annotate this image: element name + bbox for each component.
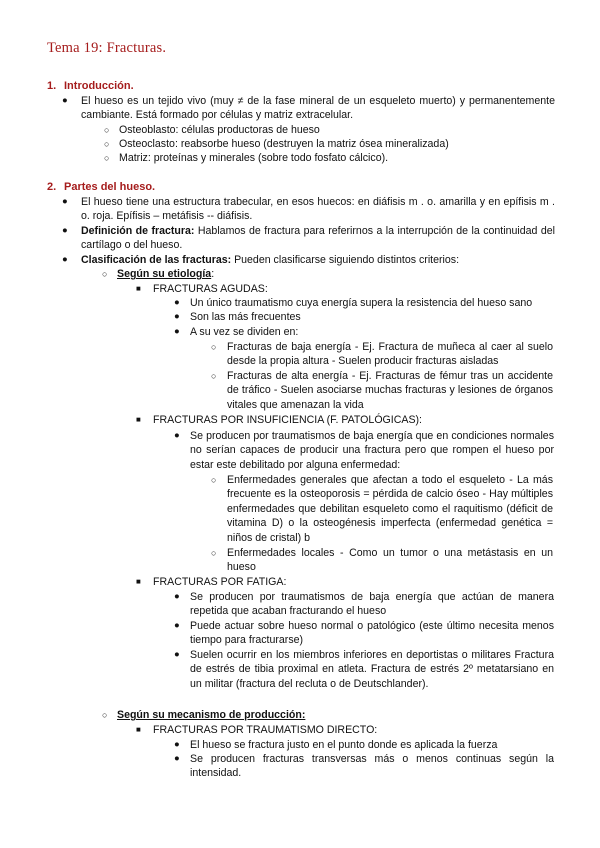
page-title: Tema 19: Fracturas. — [47, 40, 167, 56]
enfermedades-locales-item: Enfermedades locales - Como un tumor o una metástasis en un hueso — [227, 547, 553, 574]
agudas-item: Son las más frecuentes — [190, 311, 301, 323]
intro-paragraph: El hueso es un tejido vivo (muy ≠ de la fase mineral de un esqueleto muerto) y permanentemente cambiante. Está formado por células y matriz extracelular. — [81, 95, 555, 122]
bullet-disc: ● — [62, 225, 68, 236]
insuficiencia-title: FRACTURAS POR INSUFICIENCIA (F. PATOLÓGICAS): — [153, 414, 422, 426]
bullet-disc: ● — [174, 620, 180, 631]
etiologia-heading: Según su etiología: — [117, 268, 215, 280]
osteoclasto-item: Osteoclasto: reabsorbe hueso (destruyen la matriz ósea mineralizada) — [119, 138, 449, 150]
bullet-disc: ● — [174, 311, 180, 322]
bullet-disc: ● — [174, 297, 180, 308]
directo-title: FRACTURAS POR TRAUMATISMO DIRECTO: — [153, 724, 378, 736]
bullet-circle: ○ — [211, 371, 217, 381]
bullet-disc: ● — [62, 196, 68, 207]
bullet-disc: ● — [174, 326, 180, 337]
bullet-circle: ○ — [102, 710, 108, 720]
bullet-circle: ○ — [211, 548, 217, 558]
mecanismo-heading: Según su mecanismo de producción: — [117, 709, 306, 721]
clasificacion-paragraph: Clasificación de las fracturas: Pueden clasificarse siguiendo distintos criterios: — [81, 254, 460, 266]
bullet-square: ■ — [136, 725, 141, 734]
agudas-item: A su vez se dividen en: — [190, 326, 299, 338]
insuficiencia-item: Se producen por traumatismos de baja energía que en condiciones normales no serían capaces de producir una fractura pero que rompen el hueso por estar este debilitado por alguna enfermedad: — [190, 430, 554, 471]
bullet-circle: ○ — [211, 475, 217, 485]
bullet-square: ■ — [136, 415, 141, 424]
agudas-title: FRACTURAS AGUDAS: — [153, 283, 268, 295]
osteoblasto-item: Osteoblasto: células productoras de hueso — [119, 124, 320, 136]
bullet-disc: ● — [174, 649, 180, 660]
fatiga-item: Suelen ocurrir en los miembros inferiores en deportistas o militares Fractura de estrés de tibia proximal en atleta. Fractura de estrés 2º metatarsiano en un militar (fractura del recluta o de Deutschlander). — [190, 649, 554, 690]
fatiga-item: Puede actuar sobre hueso normal o patológico (este último necesita menos tiempo para fracturarse) — [190, 620, 554, 647]
directo-item: Se producen fracturas transversas más o menos continuas según la intensidad. — [190, 753, 554, 780]
agudas-item: Un único traumatismo cuya energía supera la resistencia del hueso sano — [190, 297, 533, 309]
bullet-disc: ● — [174, 430, 180, 441]
bullet-disc: ● — [174, 753, 180, 764]
definicion-paragraph: Definición de fractura: Hablamos de fractura para referirnos a la interrupción de la continuidad del cartílago o del hueso. — [81, 225, 555, 252]
bullet-circle: ○ — [104, 153, 110, 163]
bullet-disc: ● — [174, 739, 180, 750]
bullet-circle: ○ — [104, 125, 110, 135]
bullet-circle: ○ — [211, 342, 217, 352]
bullet-square: ■ — [136, 284, 141, 293]
bullet-disc: ● — [174, 591, 180, 602]
matriz-item: Matriz: proteínas y minerales (sobre todo fosfato cálcico). — [119, 152, 389, 164]
bullet-circle: ○ — [104, 139, 110, 149]
enfermedades-generales-item: Enfermedades generales que afectan a todo el esqueleto - La más frecuente es la osteoporosis = pérdida de calcio óseo - Hay múltiples enfermedades que debilitan esqueleto como el raquitismo (déficit de vitamina D) o la osteogénesis imperfecta (enfermedad genética = niños de cristal) b — [227, 474, 553, 544]
fatiga-title: FRACTURAS POR FATIGA: — [153, 576, 287, 588]
bullet-circle: ○ — [102, 269, 108, 279]
bullet-disc: ● — [62, 95, 68, 106]
baja-energia-item: Fracturas de baja energía - Ej. Fractura de muñeca al caer al suelo desde la propia altura - Suelen producir fracturas aisladas — [227, 341, 553, 368]
fatiga-item: Se producen por traumatismos de baja energía que actúan de manera repetida que acaban fracturando el hueso — [190, 591, 554, 618]
section-heading-introduccion: 1. Introducción. — [47, 80, 134, 92]
bullet-disc: ● — [62, 254, 68, 265]
section-heading-partes: 2. Partes del hueso. — [47, 181, 156, 193]
directo-item: El hueso se fractura justo en el punto donde es aplicada la fuerza — [190, 739, 498, 751]
alta-energia-item: Fracturas de alta energía - Ej. Fracturas de fémur tras un accidente de tráfico - Suelen asociarse muchas fracturas y lesiones de órganos vitales que amenazan la vida — [227, 370, 553, 411]
bullet-square: ■ — [136, 577, 141, 586]
estructura-paragraph: El hueso tiene una estructura trabecular, en esos huecos: en diáfisis m . o. amarilla y en epífisis m . o. roja. Epífisis – metáfisis -- diáfisis. — [81, 196, 555, 223]
